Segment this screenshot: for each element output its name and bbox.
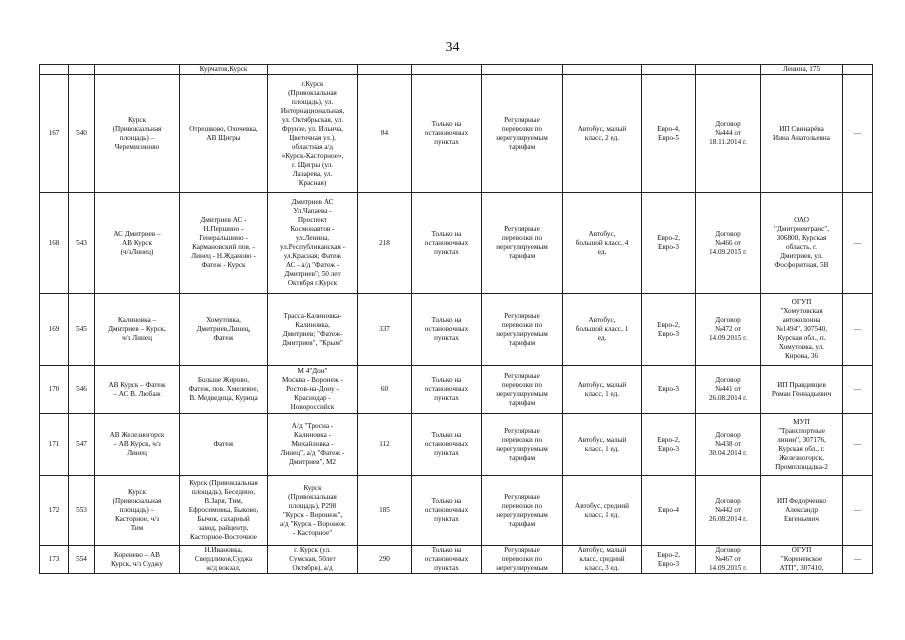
route-name: АВ Курск – Фатеж – АС В. Любаж: [95, 366, 180, 414]
route-length: 112: [358, 414, 412, 476]
row-number: 173: [40, 546, 69, 574]
transport-type: Регулярные перевозки по нерегулируемым тарифам: [482, 476, 563, 546]
contract: Договор №442 от 26.08.2014 г.: [696, 476, 761, 546]
row-number: 170: [40, 366, 69, 414]
route-streets: А/д "Тросна - Калиновка - Михайловка - Линец", а/д "Фатеж - Дмитриев", М2: [268, 414, 358, 476]
route-number: 547: [69, 414, 95, 476]
table-row: [40, 476, 873, 546]
carrier: ИП Правдивцев Роман Геннадьевич: [761, 366, 843, 414]
route-name: Курск (Привокзальная площадь) – Касторное, ч/з Тим: [95, 476, 180, 546]
route-length: 60: [358, 366, 412, 414]
row-number: 171: [40, 414, 69, 476]
table-cell: [482, 65, 563, 75]
table-cell: [69, 65, 95, 75]
row-number: 169: [40, 294, 69, 366]
table-cell: Курчатов,Курск: [180, 65, 268, 75]
dash-cell: —: [843, 366, 873, 414]
transport-type: Регулярные перевозки по нерегулируемым тарифам: [482, 366, 563, 414]
dash-cell: —: [843, 546, 873, 574]
carrier: ОГУП "Хомутовская автоколонна №1494", 307540, Курская обл., п. Хомутовка, ул. Кирова, 36: [761, 294, 843, 366]
contract: Договор №472 от 14.09.2015 г.: [696, 294, 761, 366]
route-length: 84: [358, 75, 412, 193]
table-cell: Ленина, 175: [761, 65, 843, 75]
table-row: [40, 65, 873, 75]
table-row: [40, 546, 873, 574]
table-cell: [95, 65, 180, 75]
table-row: [40, 414, 873, 476]
vehicle-info: Автобус, малый класс, 1 ед.: [563, 366, 642, 414]
route-number: 554: [69, 546, 95, 574]
route-name: Калиновка – Дмитриев – Курск, ч/з Линец: [95, 294, 180, 366]
page-number: 34: [445, 40, 460, 55]
table-cell: [40, 65, 69, 75]
table-cell: [696, 65, 761, 75]
route-name: Курск (Привокзальная площадь) – Черемисиново: [95, 75, 180, 193]
route-streets: Дмитриев АС Ул.Чапаева - Проспект Космонавтов - ул.Ленина, ул.Республиканская - ул.Красная; Фатеж АС - а/д "Фатеж - Дмитриев"; 50 лет Октября г.Курск: [268, 193, 358, 294]
vehicle-info: Автобус, малый класс, средний класс, 3 ед.: [563, 546, 642, 574]
carrier: ИП Свинарёва Инна Анатольевна: [761, 75, 843, 193]
transport-type: Регулярные перевозки по нерегулируемым тарифам: [482, 414, 563, 476]
dash-cell: —: [843, 476, 873, 546]
carrier: ОГУП "Кореневское АТП", 307410,: [761, 546, 843, 574]
intermediate-stops: Больше Жирово, Фатеж, пов. Хмелевое, В. Медведица, Курица: [180, 366, 268, 414]
table-cell: [563, 65, 642, 75]
table-row: [40, 294, 873, 366]
route-number: 540: [69, 75, 95, 193]
vehicle-info: Автобус, большой класс, 1 ед.: [563, 294, 642, 366]
transport-type: Регулярные перевозки по нерегулируемым тарифам: [482, 193, 563, 294]
contract: Договор №438 от 30.04.2014 г.: [696, 414, 761, 476]
vehicle-info: Автобус, малый класс, 1 ед.: [563, 414, 642, 476]
table-cell: [412, 65, 482, 75]
eco-class: Евро-2, Евро-3: [642, 193, 696, 294]
route-length: 218: [358, 193, 412, 294]
carrier: ОАО "Дмитриевтранс", 306800, Курская область, г. Дмитриев, ул. Фосфоритная, 5В: [761, 193, 843, 294]
route-name: АВ Железногорск – АВ Курск, ч/з Линец: [95, 414, 180, 476]
carrier: ИП Федорченко Александр Евгеньевич: [761, 476, 843, 546]
route-streets: Курск (Привокзальная площадь), Р298 "Курск - Воронеж", а/д "Курск - Воронеж - Касторное": [268, 476, 358, 546]
route-streets: М 4"Дон" Москва - Воронеж - Ростов-на-Дону - Краснодар - Новороссийск: [268, 366, 358, 414]
routes-table: [39, 64, 873, 574]
intermediate-stops: Хомутовка, Дмитриев,Линец, Фатеж: [180, 294, 268, 366]
intermediate-stops: Отрешково, Охочевка, АВ Щигры: [180, 75, 268, 193]
transport-type: Регулярные перевозки по нерегулируемым тарифам: [482, 294, 563, 366]
dash-cell: —: [843, 294, 873, 366]
dash-cell: —: [843, 193, 873, 294]
intermediate-stops: Курск (Привокзальная площадь), Беседино, В.Заря, Тим, Ефросимовка, Быково, Бычок, сахарный завод, райцентр, Касторное-Восточное: [180, 476, 268, 546]
route-length: 185: [358, 476, 412, 546]
boarding-order: Только на остановочных пунктах: [412, 476, 482, 546]
table-row: [40, 75, 873, 193]
route-streets: г. Курск (ул. Сумская, 50лет Октября), а/д: [268, 546, 358, 574]
route-length: 337: [358, 294, 412, 366]
transport-type: Регулярные перевозки по нерегулируемым: [482, 546, 563, 574]
route-number: 545: [69, 294, 95, 366]
vehicle-info: Автобус, средний класс, 1 ед.: [563, 476, 642, 546]
contract: Договор №441 от 26.08.2014 г.: [696, 366, 761, 414]
route-name: Коренево – АВ Курск, ч/з Суджу: [95, 546, 180, 574]
intermediate-stops: Фатеж: [180, 414, 268, 476]
vehicle-info: Автобус, малый класс, 2 ед.: [563, 75, 642, 193]
eco-class: Евро-4, Евро-5: [642, 75, 696, 193]
contract: Договор №467 от 14.09.2015 г.: [696, 546, 761, 574]
boarding-order: Только на остановочных пунктах: [412, 366, 482, 414]
eco-class: Евро-4: [642, 476, 696, 546]
route-streets: Трасса-Калиновка- Калиновка, Дмитриев; "Фатеж- Дмитриев", "Крым": [268, 294, 358, 366]
boarding-order: Только на остановочных пунктах: [412, 546, 482, 574]
eco-class: Евро-2, Евро-3: [642, 414, 696, 476]
boarding-order: Только на остановочных пунктах: [412, 193, 482, 294]
dash-cell: —: [843, 75, 873, 193]
table-row: [40, 366, 873, 414]
eco-class: Евро-2, Евро-3: [642, 546, 696, 574]
transport-type: Регулярные перевозки по нерегулируемым тарифам: [482, 75, 563, 193]
eco-class: Евро-3: [642, 366, 696, 414]
route-number: 543: [69, 193, 95, 294]
table-row: [40, 193, 873, 294]
intermediate-stops: Н.Ивановка, Свердликов,Суджа ж/д вокзал,: [180, 546, 268, 574]
contract: Договор №444 от 18.11.2014 г.: [696, 75, 761, 193]
boarding-order: Только на остановочных пунктах: [412, 414, 482, 476]
route-number: 546: [69, 366, 95, 414]
row-number: 168: [40, 193, 69, 294]
row-number: 167: [40, 75, 69, 193]
route-number: 553: [69, 476, 95, 546]
dash-cell: —: [843, 414, 873, 476]
boarding-order: Только на остановочных пунктах: [412, 294, 482, 366]
eco-class: Евро-2, Евро-3: [642, 294, 696, 366]
vehicle-info: Автобус, большой класс, 4 ед.: [563, 193, 642, 294]
table-cell: [358, 65, 412, 75]
route-length: 290: [358, 546, 412, 574]
contract: Договор №466 от 14.09.2015 г.: [696, 193, 761, 294]
table-cell: [843, 65, 873, 75]
route-streets: г.Курск (Привокзальная площадь), ул. Интернациональная, ул. Октябрьская, ул. Фрунзе, ул. Ильича, Цветочная ул.), областная а/д «Курск-Касторное», г. Щигры (ул. Лазарева, ул. Красная): [268, 75, 358, 193]
boarding-order: Только на остановочных пунктах: [412, 75, 482, 193]
intermediate-stops: Дмитриев АС - Н.Першино - Генеральшино - Кармановский пов. - Линец - Н.Жданово - Фатеж - Курск: [180, 193, 268, 294]
table-cell: [642, 65, 696, 75]
route-name: АС Дмитриев – АВ Курск (ч/зЛинец): [95, 193, 180, 294]
table-cell: [268, 65, 358, 75]
carrier: МУП "Транспортные линии", 307176, Курская обл., г. Железногорск, Промплощадка-2: [761, 414, 843, 476]
row-number: 172: [40, 476, 69, 546]
